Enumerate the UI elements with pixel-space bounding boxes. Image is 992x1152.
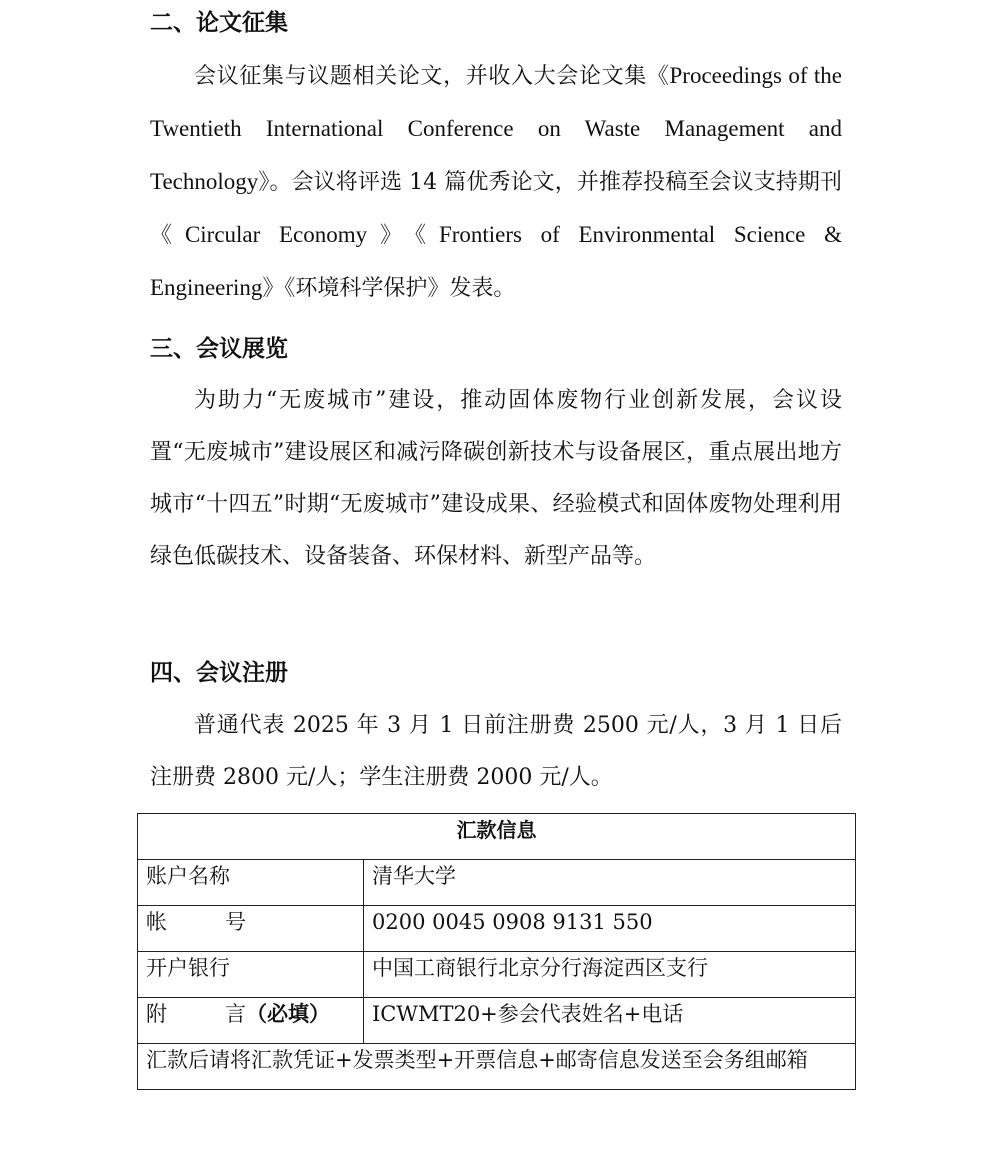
- table-row: [138, 998, 856, 1044]
- paper-call-text-4: 》《环境科学保护》发表。: [262, 276, 516, 301]
- table-row: [138, 1044, 856, 1090]
- paper-call-text-1: 会议征集与议题相关论文，并收入大会论文集《: [194, 64, 670, 89]
- section-body-exhibition: 为助力“无废城市”建设，推动固体废物行业创新发展，会议设置“无废城市”建设展区和减污降碳创新技术与设备展区，重点展出地方城市“十四五”时期“无废城市”建设成果、经验模式和固体废物处理利用绿色低碳技术、设备装备、环保材料、新型产品等。: [150, 388, 842, 569]
- account-number-label: [138, 906, 364, 952]
- table-row: [138, 860, 856, 906]
- remittance-note: 汇款后请将汇款凭证+发票类型+开票信息+邮寄信息发送至会务组邮箱: [138, 1044, 856, 1090]
- journal-frontiers: Frontiers of Environmental Science & Engineering: [150, 222, 842, 300]
- bank-value: 中国工商银行北京分行海淀西区支行: [364, 952, 856, 998]
- section-body-registration: 普通代表 2025 年 3 月 1 日前注册费 2500 元/人，3 月 1 日后注册费 2800 元/人；学生注册费 2000 元/人。: [150, 713, 842, 790]
- table-row: [138, 906, 856, 952]
- remittance-title: 汇款信息: [138, 814, 856, 860]
- account-number-label-start: 帐: [146, 910, 167, 934]
- section-heading-paper-call: 二、论文征集: [150, 10, 288, 36]
- proceedings-title: Proceedings of the Twentieth International Conference on Waste Management and Technology: [150, 63, 842, 194]
- table-row: [138, 952, 856, 998]
- paper-call-text-2: 》。会议将评选 14 篇优秀论文，并推荐投稿至会议支持期刊《: [150, 170, 842, 248]
- remark-value: ICWMT20+参会代表姓名+电话: [364, 998, 856, 1044]
- account-number-label-end: 号: [225, 910, 246, 934]
- account-name-value: 清华大学: [364, 860, 856, 906]
- section-body-paper-call: [150, 50, 842, 315]
- remark-required-tag: （必填）: [246, 1002, 330, 1026]
- section-heading-registration: 四、会议注册: [150, 660, 288, 686]
- remark-label-end: 言: [225, 1002, 246, 1026]
- section-heading-exhibition: 三、会议展览: [150, 336, 288, 362]
- remittance-table: [137, 813, 856, 1090]
- account-name-label: 账户名称: [138, 860, 364, 906]
- paper-call-text-3: 》《: [367, 223, 439, 248]
- account-number-value: 0200 0045 0908 9131 550: [364, 906, 856, 952]
- remark-label: [138, 998, 364, 1044]
- journal-circular-economy: Circular Economy: [184, 222, 368, 247]
- remark-label-start: 附: [146, 1002, 167, 1026]
- bank-label: 开户银行: [138, 952, 364, 998]
